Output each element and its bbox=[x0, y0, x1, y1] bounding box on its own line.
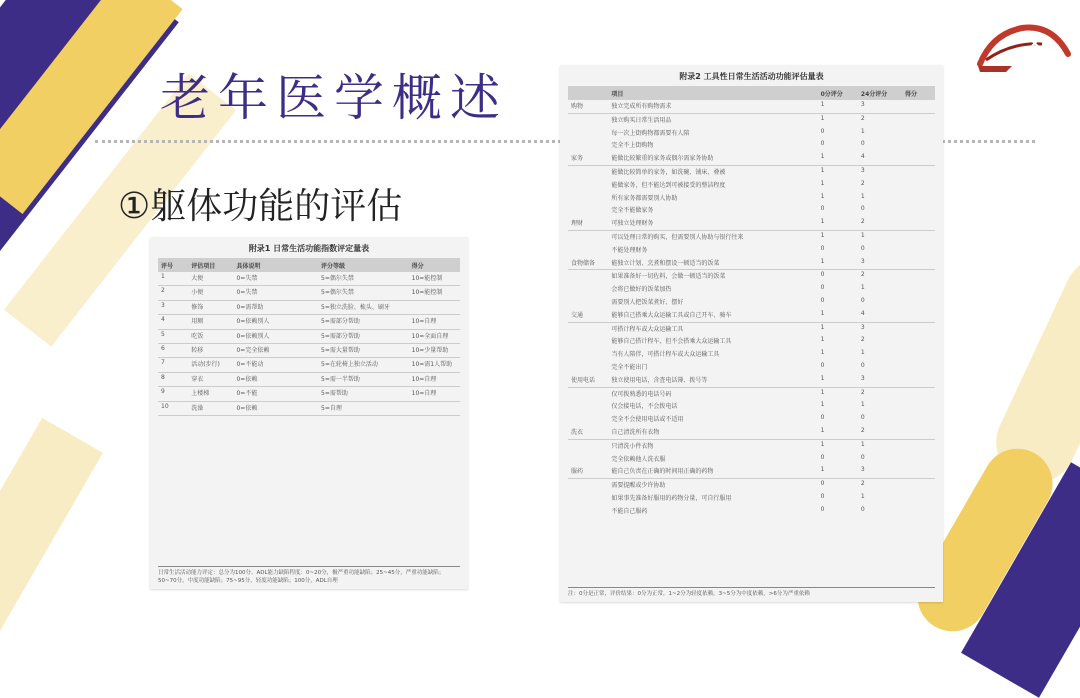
table-cell: 1 bbox=[818, 426, 858, 439]
table-cell: 1 bbox=[818, 152, 858, 165]
table-cell: 0 bbox=[820, 127, 825, 135]
table-cell: 0 bbox=[820, 284, 825, 292]
table-cell: 仅可拨熟悉的电话号码 bbox=[611, 390, 672, 398]
table-cell bbox=[902, 335, 935, 348]
table-cell: 不能处理财务 bbox=[611, 246, 648, 254]
table-cell bbox=[902, 270, 935, 283]
table1-footer: 日常生活活动能力评定：总分为100分。ADL能力缺陷程度：0~20分，极严重功能缺陷；25~45分，严重功能缺陷；50~70分，中度功能缺陷；75~95分，轻度功能缺陷；100分，ADL自理 bbox=[158, 566, 460, 585]
table-cell: 0 bbox=[860, 296, 865, 304]
table-cell: 1 bbox=[818, 374, 858, 387]
table-cell: 3 bbox=[858, 100, 902, 113]
table-cell bbox=[568, 439, 608, 452]
table-cell bbox=[902, 465, 935, 478]
table-cell: 8 bbox=[158, 372, 188, 386]
table-cell: 7 bbox=[158, 358, 188, 372]
table-cell bbox=[902, 127, 935, 140]
table-cell bbox=[902, 309, 935, 322]
table-row bbox=[568, 179, 935, 192]
table-row bbox=[568, 217, 935, 230]
table-cell: 0 bbox=[820, 296, 825, 304]
table-cell: 0=需帮助 bbox=[233, 300, 318, 314]
table-cell: 0 bbox=[860, 205, 865, 213]
table-cell: 2 bbox=[158, 286, 188, 300]
table-cell: 9 bbox=[158, 387, 188, 401]
table-cell: 可搭计程车或大众运输工具 bbox=[611, 325, 684, 333]
table-row bbox=[568, 505, 935, 518]
table-cell: 6 bbox=[158, 343, 188, 357]
table-cell: 10=需1人帮助 bbox=[409, 358, 460, 372]
crane-logo-icon bbox=[972, 14, 1072, 76]
table-cell bbox=[902, 374, 935, 387]
table-row bbox=[568, 465, 935, 478]
table-cell: 1 bbox=[820, 349, 825, 357]
table-cell: 0 bbox=[820, 505, 825, 513]
table-cell bbox=[902, 113, 935, 126]
table-cell: 4 bbox=[158, 315, 188, 329]
table-row bbox=[158, 358, 460, 372]
table-row bbox=[568, 479, 935, 492]
table-cell: 每一次上街购物都需要有人陪 bbox=[611, 129, 690, 137]
table-row bbox=[568, 127, 935, 140]
table-cell bbox=[902, 505, 935, 518]
table-cell: 可以处理日常的购买，但需要别人协助与银行往来 bbox=[611, 233, 744, 241]
table-cell bbox=[568, 479, 608, 492]
table-cell: 2 bbox=[860, 179, 865, 187]
table-cell: 1 bbox=[820, 192, 825, 200]
table-cell: 独立完成所有购物需求 bbox=[608, 100, 817, 113]
table-cell bbox=[568, 413, 608, 426]
table2-header: 0分评分 bbox=[818, 86, 858, 100]
table-cell: 10 bbox=[158, 401, 188, 415]
table1-title: 附录1 日常生活功能指数评定量表 bbox=[248, 244, 370, 253]
table-cell bbox=[568, 492, 608, 505]
table-cell: 需要提醒或少许协助 bbox=[611, 482, 666, 490]
table-cell: 10=自理 bbox=[409, 315, 460, 329]
table-cell: 0 bbox=[820, 453, 825, 461]
table-cell: 0 bbox=[820, 205, 825, 213]
table-cell bbox=[902, 179, 935, 192]
table-cell bbox=[568, 505, 608, 518]
table-cell: 0=不能 bbox=[233, 387, 318, 401]
table-cell bbox=[568, 322, 608, 335]
table-cell: 3 bbox=[158, 300, 188, 314]
table-row bbox=[568, 439, 935, 452]
table-cell: 服药 bbox=[568, 465, 608, 478]
table-cell: 0 bbox=[860, 453, 865, 461]
table-cell bbox=[902, 296, 935, 309]
table-cell: 0=失禁 bbox=[233, 286, 318, 300]
table-cell: 4 bbox=[858, 152, 902, 165]
table1 bbox=[158, 258, 460, 416]
table-row bbox=[568, 296, 935, 309]
table-row bbox=[158, 343, 460, 357]
table1-header: 评估项目 bbox=[188, 258, 233, 272]
table-cell: 使用电话 bbox=[568, 374, 608, 387]
table-cell: 1 bbox=[820, 166, 825, 174]
table-cell: 能独立计划、烹煮和摆设一顿适当的饭菜 bbox=[608, 257, 817, 270]
table-cell: 1 bbox=[818, 257, 858, 270]
table-cell: 0 bbox=[860, 244, 865, 252]
table-cell: 0 bbox=[820, 271, 825, 279]
table-cell: 5=需一半帮助 bbox=[318, 372, 409, 386]
table-row bbox=[568, 453, 935, 466]
table-cell: 洗衣 bbox=[568, 426, 608, 439]
table-cell: 1 bbox=[860, 284, 865, 292]
table-cell: 2 bbox=[860, 114, 865, 122]
table-row bbox=[568, 192, 935, 205]
table2-title: 附录2 工具性日常生活活动功能评估量表 bbox=[679, 72, 824, 81]
table-cell: 1 bbox=[820, 440, 825, 448]
table-row bbox=[568, 413, 935, 426]
table-cell: 修饰 bbox=[188, 300, 233, 314]
table-row bbox=[568, 204, 935, 217]
table-row bbox=[568, 165, 935, 178]
table-cell bbox=[902, 413, 935, 426]
table-cell bbox=[902, 244, 935, 257]
table-cell: 理财 bbox=[568, 217, 608, 230]
table-cell: 5=需部分帮助 bbox=[318, 329, 409, 343]
table-cell: 1 bbox=[860, 440, 865, 448]
table-cell: 5=需帮助 bbox=[318, 387, 409, 401]
table-cell bbox=[568, 244, 608, 257]
table-row bbox=[158, 286, 460, 300]
table-row bbox=[568, 309, 935, 322]
page-title: 老年医学概述 bbox=[160, 69, 508, 127]
table-cell: 如果事先准备好服用的药物分量，可自行服用 bbox=[611, 494, 732, 502]
table-cell bbox=[568, 113, 608, 126]
table-cell: 能做家务，但不能达到可被接受的整洁程度 bbox=[611, 181, 726, 189]
table-cell bbox=[902, 426, 935, 439]
table-cell: 5=自理 bbox=[318, 401, 409, 415]
table2-footer: 注：0分是正常，评价结果：0分为正常，1~2分为轻度依赖，3~5分为中度依赖，>6分为严重依赖 bbox=[568, 587, 935, 598]
table-row bbox=[568, 230, 935, 243]
table-cell: 5=需部分帮助 bbox=[318, 315, 409, 329]
table-cell: 3 bbox=[858, 465, 902, 478]
table-cell: 转移 bbox=[188, 343, 233, 357]
table-cell: 1 bbox=[818, 309, 858, 322]
table-cell: 5=偶尔失禁 bbox=[318, 286, 409, 300]
table-cell: 需要别人把饭菜煮好、摆好 bbox=[611, 298, 684, 306]
table-cell bbox=[568, 335, 608, 348]
table-row bbox=[568, 492, 935, 505]
table-cell: 10=少量帮助 bbox=[409, 343, 460, 357]
table-cell: 1 bbox=[860, 231, 865, 239]
table-cell bbox=[902, 387, 935, 400]
table-cell bbox=[568, 230, 608, 243]
table-cell bbox=[568, 400, 608, 413]
table-cell: 1 bbox=[820, 388, 825, 396]
table-cell: 3 bbox=[858, 374, 902, 387]
table-cell bbox=[902, 453, 935, 466]
table-row bbox=[568, 374, 935, 387]
table-cell: 所有家务都需要别人协助 bbox=[611, 194, 678, 202]
iadl-scale-image bbox=[560, 65, 943, 602]
table-cell: 2 bbox=[858, 217, 902, 230]
table-row bbox=[568, 322, 935, 335]
table-cell: 大便 bbox=[188, 272, 233, 286]
table-cell: 2 bbox=[860, 271, 865, 279]
table-cell: 2 bbox=[860, 480, 865, 488]
table-cell bbox=[902, 230, 935, 243]
table-cell: 0 bbox=[820, 361, 825, 369]
table-cell: 5=在轮椅上独立活动 bbox=[318, 358, 409, 372]
table-row bbox=[158, 300, 460, 314]
table-row bbox=[568, 361, 935, 374]
table-cell bbox=[902, 165, 935, 178]
table-row bbox=[158, 401, 460, 415]
table-cell: 10=自理 bbox=[409, 387, 460, 401]
table-cell: 1 bbox=[860, 401, 865, 409]
adl-scale-image bbox=[150, 237, 468, 589]
table-cell: 5=偶尔失禁 bbox=[318, 272, 409, 286]
table-row bbox=[158, 329, 460, 343]
table-row bbox=[568, 113, 935, 126]
table-cell: 10=自理 bbox=[409, 372, 460, 386]
table-cell bbox=[568, 165, 608, 178]
table-row bbox=[568, 270, 935, 283]
table-cell: 3 bbox=[860, 166, 865, 174]
table-cell: 会将已做好的饭菜加热 bbox=[611, 286, 672, 294]
table2-header bbox=[568, 86, 608, 100]
table-cell bbox=[568, 296, 608, 309]
table-cell: 完全不会使用电话或不适用 bbox=[611, 416, 684, 424]
table-cell bbox=[568, 361, 608, 374]
table-cell: 能做比较繁重的家务或偶尔需家务协助 bbox=[608, 152, 817, 165]
table-cell: 活动(步行) bbox=[188, 358, 233, 372]
table-cell: 0 bbox=[860, 140, 865, 148]
table-cell: 0=不能动 bbox=[233, 358, 318, 372]
table-cell bbox=[902, 361, 935, 374]
table-cell bbox=[568, 192, 608, 205]
table-cell bbox=[568, 348, 608, 361]
table-row bbox=[158, 315, 460, 329]
table-cell: 食物储备 bbox=[568, 257, 608, 270]
table-cell: 购物 bbox=[568, 100, 608, 113]
table-cell: 能做比较简单的家务，如洗碗、铺床、叠被 bbox=[611, 168, 726, 176]
table-row bbox=[568, 400, 935, 413]
table-cell: 穿衣 bbox=[188, 372, 233, 386]
table-cell: 完全不能出门 bbox=[611, 363, 648, 371]
table-cell: 完全依赖他人洗衣服 bbox=[611, 455, 666, 463]
table-row bbox=[568, 426, 935, 439]
table-cell: 1 bbox=[820, 323, 825, 331]
table-cell: 0 bbox=[820, 480, 825, 488]
table2-header: 项目 bbox=[608, 86, 817, 100]
table2 bbox=[568, 86, 935, 518]
table-cell: 0 bbox=[860, 505, 865, 513]
table-cell: 10=能控制 bbox=[409, 286, 460, 300]
table-cell bbox=[902, 217, 935, 230]
table-cell: 洗澡 bbox=[188, 401, 233, 415]
table-cell: 完全不能做家务 bbox=[611, 207, 654, 215]
table-cell: 2 bbox=[860, 336, 865, 344]
table-cell: 当有人陪伴，可搭计程车或大众运输工具 bbox=[611, 351, 720, 359]
table-cell: 1 bbox=[158, 272, 188, 286]
table-row bbox=[158, 372, 460, 386]
table-cell: 5 bbox=[158, 329, 188, 343]
table-cell bbox=[902, 204, 935, 217]
table-cell: 自己清洗所有衣物 bbox=[608, 426, 817, 439]
table-row bbox=[568, 139, 935, 152]
table-cell: 1 bbox=[820, 401, 825, 409]
table-cell bbox=[568, 204, 608, 217]
table-cell bbox=[902, 348, 935, 361]
table-cell: 10=全面自理 bbox=[409, 329, 460, 343]
table-cell: 0=完全依赖 bbox=[233, 343, 318, 357]
table1-header: 评分等级 bbox=[318, 258, 409, 272]
table-cell: 小便 bbox=[188, 286, 233, 300]
table-cell: 家务 bbox=[568, 152, 608, 165]
table2-header: 24分评分 bbox=[858, 86, 902, 100]
table-cell bbox=[409, 401, 460, 415]
table-cell: 用厕 bbox=[188, 315, 233, 329]
table-cell bbox=[568, 283, 608, 296]
table-cell: 0=依赖别人 bbox=[233, 315, 318, 329]
table-cell bbox=[568, 127, 608, 140]
table2-header: 得分 bbox=[902, 86, 935, 100]
table-cell bbox=[902, 139, 935, 152]
table-cell bbox=[902, 152, 935, 165]
table-cell: 1 bbox=[818, 465, 858, 478]
table-cell: 5=需大量帮助 bbox=[318, 343, 409, 357]
table-cell: 0=依赖 bbox=[233, 372, 318, 386]
table1-header: 具体说明 bbox=[233, 258, 318, 272]
section-subtitle: ①躯体功能的评估 bbox=[118, 186, 403, 227]
table-cell: 0 bbox=[820, 492, 825, 500]
table-cell: 不能自己服药 bbox=[611, 507, 648, 515]
table-cell bbox=[902, 492, 935, 505]
table-row bbox=[158, 272, 460, 286]
table-row bbox=[568, 283, 935, 296]
table-cell bbox=[568, 270, 608, 283]
table-cell: 独立购买日常生活用品 bbox=[611, 116, 672, 124]
table-cell bbox=[902, 400, 935, 413]
table-cell: 1 bbox=[860, 192, 865, 200]
table-cell: 0 bbox=[860, 361, 865, 369]
table-cell bbox=[902, 100, 935, 113]
table-cell: 1 bbox=[820, 179, 825, 187]
table-cell: 上楼梯 bbox=[188, 387, 233, 401]
table-row bbox=[568, 387, 935, 400]
table-cell: 只清洗小件衣物 bbox=[611, 442, 654, 450]
table-cell: 0=依赖别人 bbox=[233, 329, 318, 343]
table-cell: 5=独立洗脸、梳头、刷牙 bbox=[318, 300, 409, 314]
table-row bbox=[158, 387, 460, 401]
table-cell bbox=[568, 453, 608, 466]
table-row bbox=[568, 244, 935, 257]
table1-header: 得分 bbox=[409, 258, 460, 272]
table-row bbox=[568, 100, 935, 113]
table-cell: 仅会接电话，不会拨电话 bbox=[611, 403, 678, 411]
table-row bbox=[568, 335, 935, 348]
table-cell bbox=[902, 322, 935, 335]
table-cell bbox=[902, 257, 935, 270]
table-cell: 能自己负责在正确的时间用正确的药物 bbox=[608, 465, 817, 478]
table-cell bbox=[568, 387, 608, 400]
table-cell bbox=[568, 179, 608, 192]
table-cell bbox=[902, 283, 935, 296]
table-cell: 0 bbox=[860, 414, 865, 422]
table-cell: 0=依赖 bbox=[233, 401, 318, 415]
table-cell: 1 bbox=[860, 127, 865, 135]
table-cell: 3 bbox=[860, 323, 865, 331]
table-cell: 能够自己搭乘大众运输工具或自己开车、骑车 bbox=[608, 309, 817, 322]
table-cell: 0=失禁 bbox=[233, 272, 318, 286]
table-cell bbox=[409, 300, 460, 314]
table-cell: 1 bbox=[860, 492, 865, 500]
table-cell: 4 bbox=[858, 309, 902, 322]
table1-header: 评号 bbox=[158, 258, 188, 272]
table-cell bbox=[902, 192, 935, 205]
table-cell: 1 bbox=[820, 114, 825, 122]
table-cell: 1 bbox=[820, 336, 825, 344]
table-cell: 10=能控制 bbox=[409, 272, 460, 286]
table-cell: 1 bbox=[860, 349, 865, 357]
table-row bbox=[568, 152, 935, 165]
table-cell: 1 bbox=[818, 100, 858, 113]
left-stripe-cream bbox=[0, 418, 103, 652]
table-cell: 如果准备好一切佐料，会做一顿适当的饭菜 bbox=[611, 273, 726, 281]
table-cell: 可独立处理财务 bbox=[608, 217, 817, 230]
table-cell: 2 bbox=[860, 388, 865, 396]
table-cell: 能够自己搭计程车，但不会搭乘大众运输工具 bbox=[611, 338, 732, 346]
table-cell: 2 bbox=[858, 426, 902, 439]
table-row bbox=[568, 348, 935, 361]
table-row bbox=[568, 257, 935, 270]
table-cell bbox=[568, 139, 608, 152]
table-cell: 吃饭 bbox=[188, 329, 233, 343]
table-cell: 1 bbox=[818, 217, 858, 230]
table-cell: 0 bbox=[820, 244, 825, 252]
table-cell: 0 bbox=[820, 414, 825, 422]
table-cell: 交通 bbox=[568, 309, 608, 322]
table-cell bbox=[902, 439, 935, 452]
table-cell: 3 bbox=[858, 257, 902, 270]
table-cell: 1 bbox=[820, 231, 825, 239]
table-cell bbox=[902, 479, 935, 492]
table-cell: 完全不上街购物 bbox=[611, 142, 654, 150]
table-cell: 0 bbox=[820, 140, 825, 148]
table-cell: 独立使用电话，含查电话簿、拨号等 bbox=[608, 374, 817, 387]
